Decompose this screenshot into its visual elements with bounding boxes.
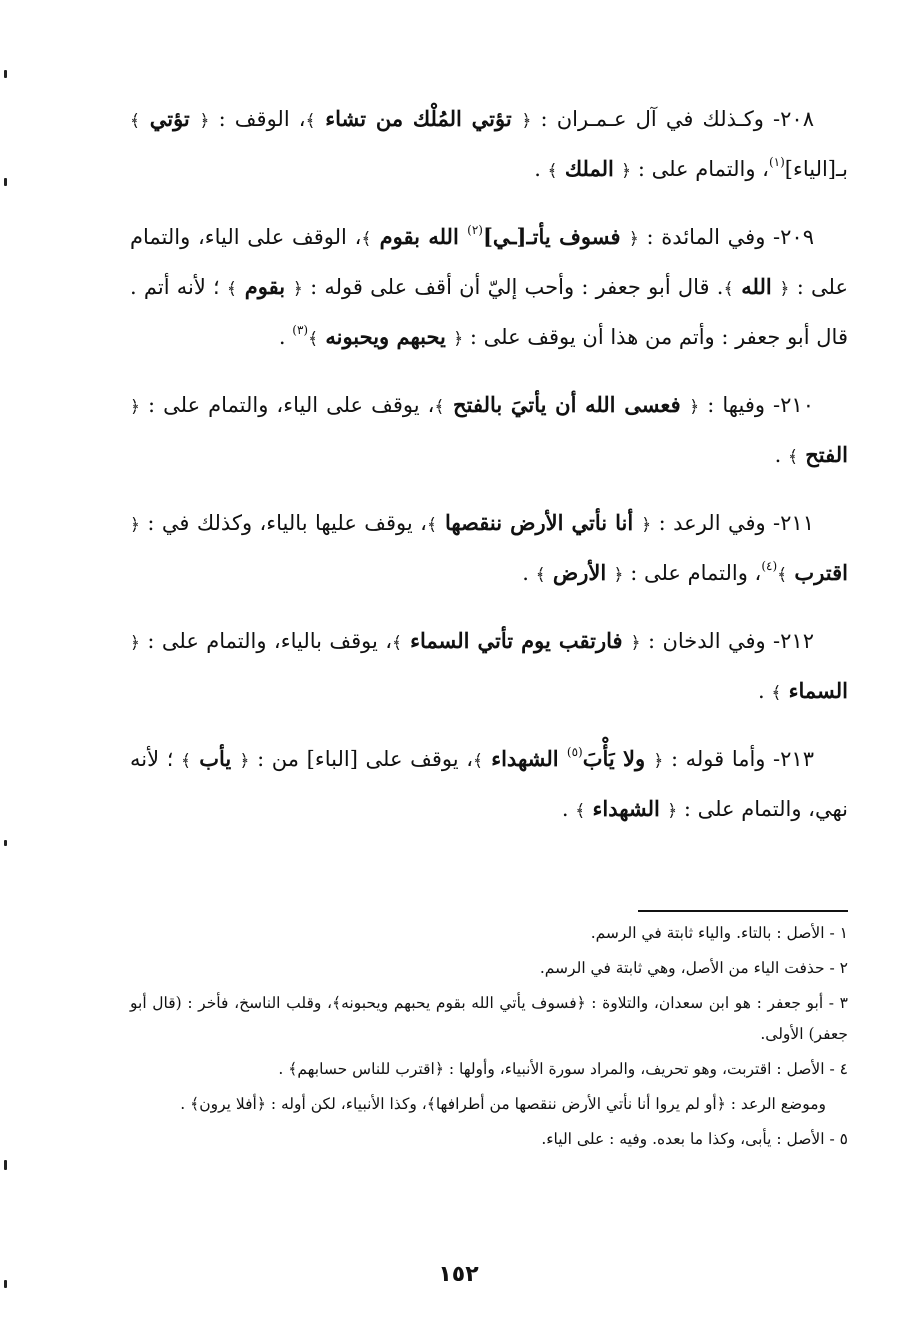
footnotes: [130, 918, 848, 1159]
quran-bracket: ﴿: [621, 161, 632, 181]
paragraph-text: ٢١١- وفي الرعد :: [651, 511, 814, 535]
footnote: ٤ - الأصل : اقتربت، وهو تحريف، والمراد سورة الأنبياء، وأولها : ﴿اقترب للناس حسابهم﴾ .: [278, 1060, 848, 1078]
quran-quote: فارتقب يوم تأتي السماء: [402, 628, 631, 653]
quran-bracket: ﴾: [771, 683, 782, 703]
quran-quote: السماء: [781, 678, 848, 703]
quran-bracket: ﴿: [130, 633, 140, 653]
quran-quote: فسوف يأتـ[ـي]: [482, 224, 629, 249]
paragraph: [130, 735, 848, 835]
paragraph-text: ٢١٣- وأما قوله :: [663, 747, 814, 771]
quran-bracket: ﴾: [575, 801, 586, 821]
quran-bracket: ﴾: [426, 515, 437, 535]
quran-bracket: ﴾: [777, 565, 788, 585]
quran-bracket: ﴾: [723, 279, 734, 299]
quran-bracket: ﴾: [434, 397, 445, 417]
paragraph-text: . قال أبو جعفر : وأحب إليّ أن أقف على قوله :: [302, 275, 724, 299]
paragraph-text: ، والتمام على :: [623, 561, 762, 585]
quran-quote: ولا يَأْبَ: [582, 746, 654, 771]
quran-bracket: ﴿: [239, 751, 250, 771]
paragraph-text: ، يوقف بالياء، والتمام على :: [139, 629, 393, 653]
quran-bracket: ﴿: [667, 801, 678, 821]
paragraph-text: ٢١٠- وفيها :: [699, 393, 814, 417]
quran-bracket: ﴿: [779, 279, 790, 299]
quran-bracket: ﴾: [308, 329, 319, 349]
paragraph-text: .: [561, 797, 576, 821]
quran-bracket: ﴿: [453, 329, 464, 349]
quran-bracket: ﴿: [521, 111, 532, 131]
page-number: ١٥٢: [438, 1262, 479, 1287]
paragraph-text: ، الوقف :: [209, 107, 306, 131]
paragraph-text: ، يوقف على [الباء] من :: [249, 747, 473, 771]
quran-bracket: ﴾: [226, 279, 237, 299]
paragraph-text: ، يوقف عليها بالياء، وكذلك في :: [139, 511, 427, 535]
paragraph: [130, 381, 848, 481]
quran-quote: اقترب: [787, 560, 848, 585]
paragraph-text: ؛ لأنه نهي، والتمام على :: [130, 747, 848, 821]
quran-bracket: ﴿: [641, 515, 652, 535]
footnote: ١ - الأصل : بالتاء. والياء ثابتة في الرسم.: [590, 924, 848, 942]
quran-quote: الفتح: [797, 442, 848, 467]
quran-quote: أنا نأتي الأرض ننقصها: [436, 510, 642, 535]
quran-quote: الله بقوم: [371, 224, 468, 249]
binding-mark: [4, 70, 7, 78]
quran-bracket: ﴿: [628, 229, 639, 249]
quran-bracket: ﴿: [130, 515, 140, 535]
binding-mark: [4, 178, 7, 186]
footnote-separator: [638, 910, 848, 912]
footnote-ref: (٥): [566, 745, 583, 759]
quran-bracket: ﴾: [361, 229, 372, 249]
footnote: ٥ - الأصل : يأبى، وكذا ما بعده. وفيه : على الياء.: [541, 1130, 848, 1148]
paragraph-text: .: [534, 157, 548, 181]
footnote-ref: (٣): [292, 323, 309, 337]
footnote-ref: (٢): [467, 223, 483, 237]
quran-bracket: ﴿: [653, 751, 664, 771]
quran-bracket: ﴾: [305, 111, 316, 131]
paragraph-text: ٢٠٩- وفي المائدة :: [638, 225, 814, 249]
quran-bracket: ﴾: [392, 633, 403, 653]
quran-bracket: ﴾: [130, 111, 140, 131]
paragraph-text: بـ[الياء]: [784, 157, 848, 181]
paragraph-text: ؛ لأنه أتم . قال أبو جعفر : وأتم من هذا أن يوقف على :: [130, 275, 848, 349]
paragraph-text: ، والتمام على :: [631, 157, 769, 181]
paragraph-text: ، يوقف على الياء، والتمام على :: [139, 393, 435, 417]
quran-bracket: ﴾: [181, 751, 191, 771]
quran-bracket: ﴾: [787, 447, 798, 467]
footnote: ٢ - حذفت الياء من الأصل، وهي ثابتة في الرسم.: [539, 959, 848, 977]
main-text: [130, 95, 848, 853]
paragraph-text: .: [774, 443, 788, 467]
binding-mark: [4, 1160, 7, 1170]
paragraph: [130, 499, 848, 599]
paragraph-text: ، الوقف على الياء، والتمام على :: [130, 225, 848, 299]
quran-quote: يأب: [190, 746, 240, 771]
footnote: وموضع الرعد : ﴿أو لم يروا أنا نأتي الأرض ننقصها من أطرافها﴾، وكذا الأنبياء، لكن أوله : ﴿أفلا يرون﴾ .: [180, 1095, 826, 1113]
quran-bracket: ﴿: [689, 397, 700, 417]
paragraph: [130, 617, 848, 717]
quran-bracket: ﴿: [613, 565, 624, 585]
quran-quote: الأرض: [545, 560, 614, 585]
paragraph-text: ٢٠٨- وكـذلك في آل عـمـران :: [531, 107, 814, 131]
quran-quote: فعسى الله أن يأتيَ بالفتح: [444, 392, 690, 417]
paragraph-text: ٢١٢- وفي الدخان :: [640, 629, 814, 653]
quran-quote: تؤتي المُلْك من تشاء: [315, 106, 522, 131]
quran-bracket: ﴾: [547, 161, 558, 181]
paragraph: [130, 213, 848, 363]
footnote-ref: (٤): [761, 559, 778, 573]
paragraph-text: .: [757, 679, 772, 703]
quran-bracket: ﴾: [535, 565, 546, 585]
quran-bracket: ﴿: [630, 633, 641, 653]
quran-quote: تؤتي: [139, 106, 200, 131]
quran-bracket: ﴾: [473, 751, 483, 771]
paragraph-text: .: [278, 325, 293, 349]
footnote: ٣ - أبو جعفر : هو ابن سعدان، والتلاوة : ﴿فسوف يأتي الله بقوم يحبهم ويحبونه﴾، وقلب الناسخ، فأخر : (قال أبو جعفر) الأولى.: [130, 994, 848, 1043]
quran-quote: الملك: [557, 156, 622, 181]
footnote-ref: (١): [768, 155, 785, 169]
quran-quote: الله: [733, 274, 780, 299]
paragraph: [130, 95, 848, 195]
quran-bracket: ﴿: [199, 111, 210, 131]
quran-quote: الشهداء: [482, 746, 567, 771]
binding-mark: [4, 840, 7, 846]
quran-quote: يحبهم ويحبونه: [318, 324, 454, 349]
quran-bracket: ﴿: [292, 279, 303, 299]
quran-quote: الشهداء: [585, 796, 668, 821]
quran-quote: بقوم: [236, 274, 293, 299]
quran-bracket: ﴿: [130, 397, 140, 417]
paragraph-text: .: [522, 561, 536, 585]
